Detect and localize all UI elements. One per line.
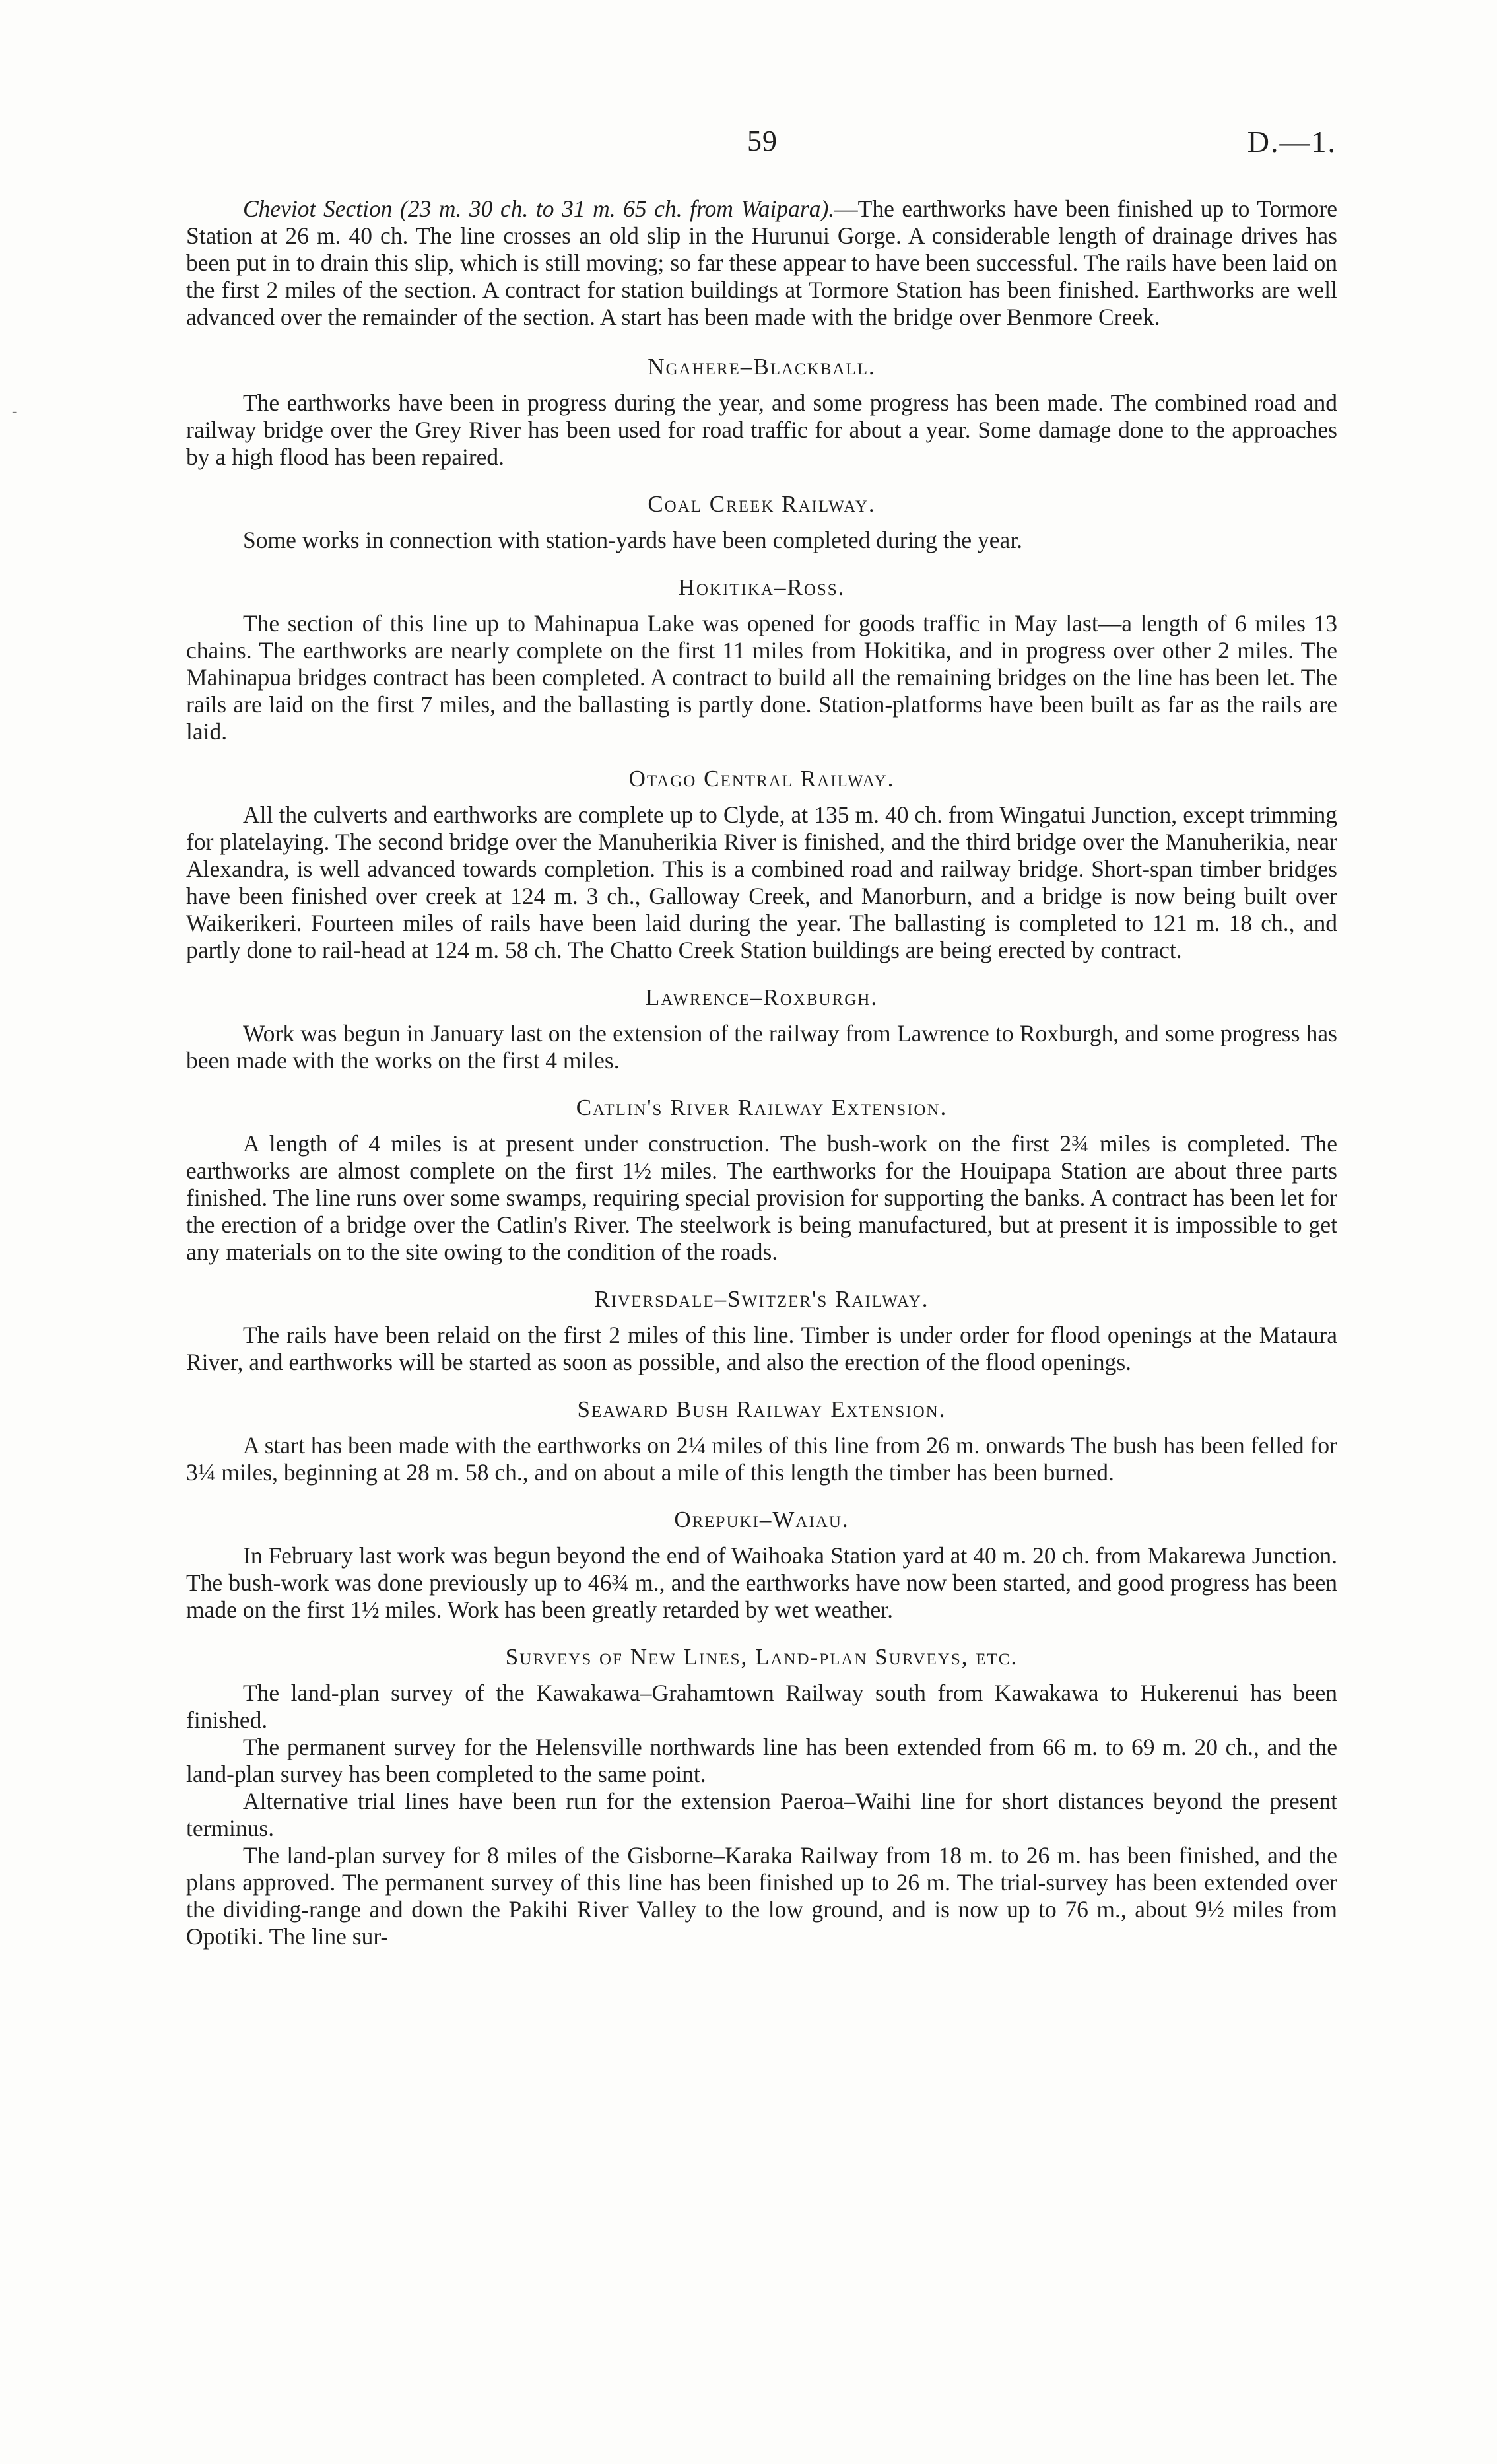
section-paragraph: All the culverts and earthworks are complete up to Clyde, at 135 m. 40 ch. from Wingatui Junction, except trimming for platelaying. The second bridge over the Manuherikia River is finished, and the third bridge over the Manuherikia, near Alexandra, is well advanced towards completion. This is a combined road and railway bridge. Short-span timber bridges have been finished over creek at 124 m. 3 ch., Galloway Creek, and Manorburn, and a bridge is now being built over Waikerikeri. Fourteen miles of rails have been laid during the year. The ballasting is completed to 121 m. 18 ch., and partly done to rail-head at 124 m. 58 ch. The Chatto Creek Station buildings are being erected by contract. — [186, 802, 1337, 963]
section-paragraph: The permanent survey for the Helensville northwards line has been extended from 66 m. to 69 m. 20 ch., and the land-plan survey has been completed to the same point. — [186, 1734, 1337, 1787]
section-paragraph: Some works in connection with station-yards have been completed during the year. — [243, 527, 1023, 553]
margin-mark: - — [12, 403, 17, 419]
section-heading: Seaward Bush Railway Extension. — [577, 1396, 947, 1422]
section-heading: Surveys of New Lines, Land-plan Surveys, etc. — [505, 1644, 1018, 1670]
section-heading: Otago Central Railway. — [628, 766, 895, 792]
section-heading: Lawrence–Roxburgh. — [645, 984, 879, 1010]
section-heading: Hokitika–Ross. — [678, 574, 846, 600]
section-paragraph: The earthworks have been in progress during the year, and some progress has been made. The combined road and railway bridge over the Grey River has been used for road traffic for about a year. Some damage done to the approaches by a high flood has been repaired. — [186, 390, 1337, 470]
section-paragraph: The rails have been relaid on the first 2 miles of this line. Timber is under order for flood openings at the Mataura River, and earthworks will be started as soon as possible, and also the erection of the flood openings. — [186, 1322, 1337, 1375]
section-paragraph: In February last work was begun beyond the end of Waihoaka Station yard at 40 m. 20 ch. from Makarewa Junction. The bush-work was done previously up to 46¾ m., and the earthworks have now been started, and good progress has been made on the first 1½ miles. Work has been greatly retarded by wet weather. — [186, 1542, 1337, 1623]
section-heading: Riversdale–Switzer's Railway. — [594, 1286, 929, 1312]
section-paragraph: The land-plan survey for 8 miles of the Gisborne–Karaka Railway from 18 m. to 26 m. has been finished, and the plans approved. The permanent survey of this line has been finished up to 26 m. The trial-survey has been extended over the dividing-range and down the Pakihi River Valley to the low ground, and is now up to 76 m., about 9½ miles from Opotiki. The line sur- — [186, 1842, 1337, 1950]
section-heading: Ngahere–Blackball. — [648, 354, 876, 380]
section-heading: Catlin's River Railway Extension. — [576, 1095, 948, 1120]
cheviot-section-lead: Cheviot Section (23 m. 30 ch. to 31 m. 65 ch. from Waipara). — [243, 195, 835, 222]
page-body — [186, 195, 1337, 1950]
section-heading: Coal Creek Railway. — [648, 491, 876, 517]
section-paragraph: A start has been made with the earthworks on 2¼ miles of this line from 26 m. onwards The bush has been felled for 3¼ miles, beginning at 28 m. 58 ch., and on about a mile of this length the timber has been burned. — [186, 1432, 1337, 1486]
section-paragraph: The land-plan survey of the Kawakawa–Grahamtown Railway south from Kawakawa to Hukerenui has been finished. — [186, 1680, 1337, 1733]
section-heading: Orepuki–Waiau. — [674, 1507, 849, 1532]
page-header — [188, 124, 1337, 164]
document-reference: D.—1. — [1247, 125, 1337, 158]
intro-paragraph — [186, 195, 1337, 331]
section-paragraph: Alternative trial lines have been run for the extension Paeroa–Waihi line for short distances beyond the present terminus. — [186, 1788, 1337, 1841]
cheviot-section-text: —The earthworks have been finished up to Tormore Station at 26 m. 40 ch. The line crosses an old slip in the Hurunui Gorge. A considerable length of drainage drives has been put in to drain this slip, which is still moving; so far these appear to have been successful. The rails have been laid on the first 2 miles of the section. A contract for station buildings at Tormore Station has been finished. Earthworks are well advanced over the remainder of the section. A start has been made with the bridge over Benmore Creek. — [186, 195, 1337, 330]
section-paragraph: The section of this line up to Mahinapua Lake was opened for goods traffic in May last—a length of 6 miles 13 chains. The earthworks are nearly complete on the first 11 miles from Hokitika, and in progress over other 2 miles. The Mahinapua bridges contract has been completed. A contract to build all the remaining bridges on the line has been let. The rails are laid on the first 7 miles, and the ballasting is partly done. Station-platforms have been built as far as the rails are laid. — [186, 610, 1337, 745]
section-paragraph: Work was begun in January last on the extension of the railway from Lawrence to Roxburgh, and some progress has been made with the works on the first 4 miles. — [186, 1020, 1337, 1074]
section-paragraph: A length of 4 miles is at present under construction. The bush-work on the first 2¾ miles is completed. The earthworks are almost complete on the first 1½ miles. The earthworks for the Houipapa Station are about three parts finished. The line runs over some swamps, requiring special provision for supporting the banks. A contract has been let for the erection of a bridge over the Catlin's River. The steelwork is being manufactured, but at present it is impossible to get any materials on to the site owing to the condition of the roads. — [186, 1130, 1337, 1265]
page-number: 59 — [747, 125, 778, 157]
